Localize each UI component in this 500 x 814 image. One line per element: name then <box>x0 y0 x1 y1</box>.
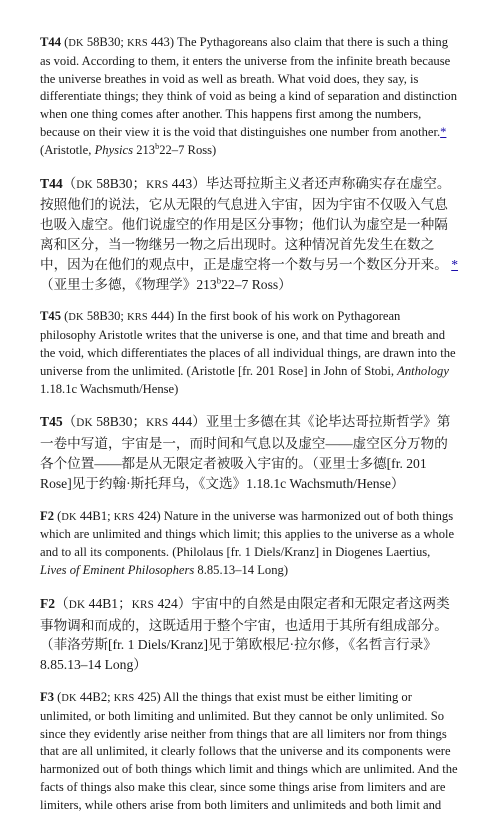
entry-id: F3 <box>40 689 54 704</box>
krs-reference: 444） <box>168 414 206 430</box>
refs-open: （ <box>55 595 69 611</box>
citation-work: Anthology <box>397 363 449 378</box>
citation-suffix: 22–7 Ross) <box>159 142 217 157</box>
citation-suffix: 8.85.13–14 Long) <box>194 562 289 577</box>
footnote-link[interactable]: * <box>440 124 447 139</box>
krs-reference: 425) <box>134 689 164 704</box>
citation-prefix: （亚里士多德，《物理学》213 <box>40 276 217 292</box>
refs-open: ( <box>61 309 69 324</box>
citation-suffix: 1.18.1c Wachsmuth/Hense) <box>40 381 179 396</box>
entry-text: All the things that exist must be either limiting or unlimited, or both limiting and unlimited. But they cannot be only unlimited. So since they evidently arise neither from things that are all limiters nor from things that are all unlimited, it clearly follows that the universe and its components were harmonized out of both things which limit and things which are unlimited. And the facts of things also make this clear, since some things arise from limiters and are limiters, while others arise from both limiters and unlimiteds and both limit and <box>40 689 458 812</box>
entry-t44-zh <box>40 174 458 295</box>
entry-id: T45 <box>40 309 61 324</box>
dk-label: DK <box>76 178 93 191</box>
dk-reference: 44B2; <box>76 689 114 704</box>
entry-f2-zh <box>40 594 458 675</box>
refs-open: ( <box>54 689 62 704</box>
dk-label: DK <box>68 598 86 611</box>
entry-text: 亚里士多德在其《论毕达哥拉斯哲学》第一卷中写道，宇宙是一，而时间和气息以及虚空——虚空区分万物的各个位置——都是从无限定者被吸入宇宙的。（亚里士多德[fr. 201 Rose]见于约翰·斯托拜乌，《文选》1.18.1c Wachsmuth/Hense） <box>40 414 451 491</box>
krs-label: KRS <box>146 417 169 430</box>
dk-reference: 44B1; <box>76 508 114 523</box>
dk-label: DK <box>61 692 77 704</box>
krs-label: KRS <box>146 178 169 191</box>
dk-label: DK <box>68 312 84 324</box>
entry-id: F2 <box>40 595 56 611</box>
krs-reference: 424） <box>154 595 192 611</box>
dk-label: DK <box>68 38 84 49</box>
entry-text: In the first book of his work on Pythagorean philosophy Aristotle writes that the universe is one, and that time and breath and the void, which differentiates the places of all individual things, are drawn into the universe from the unlimited. (Aristotle [fr. 201 Rose] in John of Stobi, <box>40 309 456 378</box>
krs-label: KRS <box>127 38 148 49</box>
entry-f3-en <box>40 689 458 814</box>
entry-text: 毕达哥拉斯主义者还声称确实存在虚空。按照他们的说法，它从无限的气息进入宇宙，因为宇宙不仅吸入气息也吸入虚空。他们说虚空的作用是区分事物；他们认为虚空是一种隔离和区分，当一物继另一物之后出现时。这种情况首先发生在数之中，因为在他们的观点中，正是虚空将一个数与另一个数区分开来。 <box>40 175 451 272</box>
refs-open: ( <box>61 35 69 49</box>
dk-reference: 44B1； <box>85 595 132 611</box>
entry-t45-zh <box>40 412 458 493</box>
entry-id: T45 <box>40 414 63 430</box>
citation-suffix: 22–7 Ross） <box>221 276 292 292</box>
dk-reference: 58B30； <box>92 175 147 191</box>
dk-reference: 58B30; <box>83 309 128 324</box>
citation-work: Physics <box>94 142 134 157</box>
entry-text: 宇宙中的自然是由限定者和无限定者这两类事物调和而成的，这既适用于整个宇宙，也适用于其所有组成部分。（菲洛劳斯[fr. 1 Diels/Kranz]见于第欧根尼·拉尔修，《名哲言行录》8.85.13–14 Long） <box>40 595 450 673</box>
citation-work: Lives of Eminent Philosophers <box>40 562 195 577</box>
entry-t45-en <box>40 308 458 398</box>
entry-text: The Pythagoreans also claim that there is such a thing as void. According to them, it enters the universe from the infinite breath because the universe breathes in void as well as breath. What void does, they say, is differentiate things; they think of void as being a kind of separation and distinction when one thing comes after another. This happens first among the numbers, because on their view it is the void that distinguishes one number from another. <box>40 35 458 139</box>
footnote-link[interactable]: * <box>451 256 459 272</box>
citation-superscript: b <box>216 275 222 286</box>
krs-label: KRS <box>113 692 135 704</box>
entry-id: T44 <box>40 35 61 49</box>
refs-open: （ <box>62 414 77 430</box>
krs-label: KRS <box>131 598 155 611</box>
entry-text: Nature in the universe was harmonized out of both things which are unlimited and things which limit; this applies to the universe as a whole and to all its components. (Philolaus [fr. 1 Diels/Kranz] in Diogenes Laertius, <box>40 508 455 560</box>
entry-id: T44 <box>40 175 63 191</box>
dk-label: DK <box>76 417 93 430</box>
krs-reference: 424) <box>134 508 164 523</box>
citation-superscript: b <box>155 141 160 151</box>
dk-reference: 58B30； <box>92 414 147 430</box>
krs-reference: 443） <box>168 175 206 191</box>
dk-reference: 58B30; <box>83 35 128 49</box>
krs-reference: 443) <box>147 35 177 49</box>
krs-label: KRS <box>113 511 135 523</box>
refs-open: （ <box>62 175 77 191</box>
refs-open: ( <box>54 508 62 523</box>
dk-label: DK <box>61 511 77 523</box>
krs-label: KRS <box>127 312 148 324</box>
krs-reference: 444) <box>147 309 178 324</box>
citation-number: 213 <box>133 142 156 157</box>
entry-id: F2 <box>40 508 54 523</box>
entry-t44-en <box>40 34 458 160</box>
entry-f2-en <box>40 508 458 580</box>
citation-prefix: (Aristotle, <box>40 142 95 157</box>
